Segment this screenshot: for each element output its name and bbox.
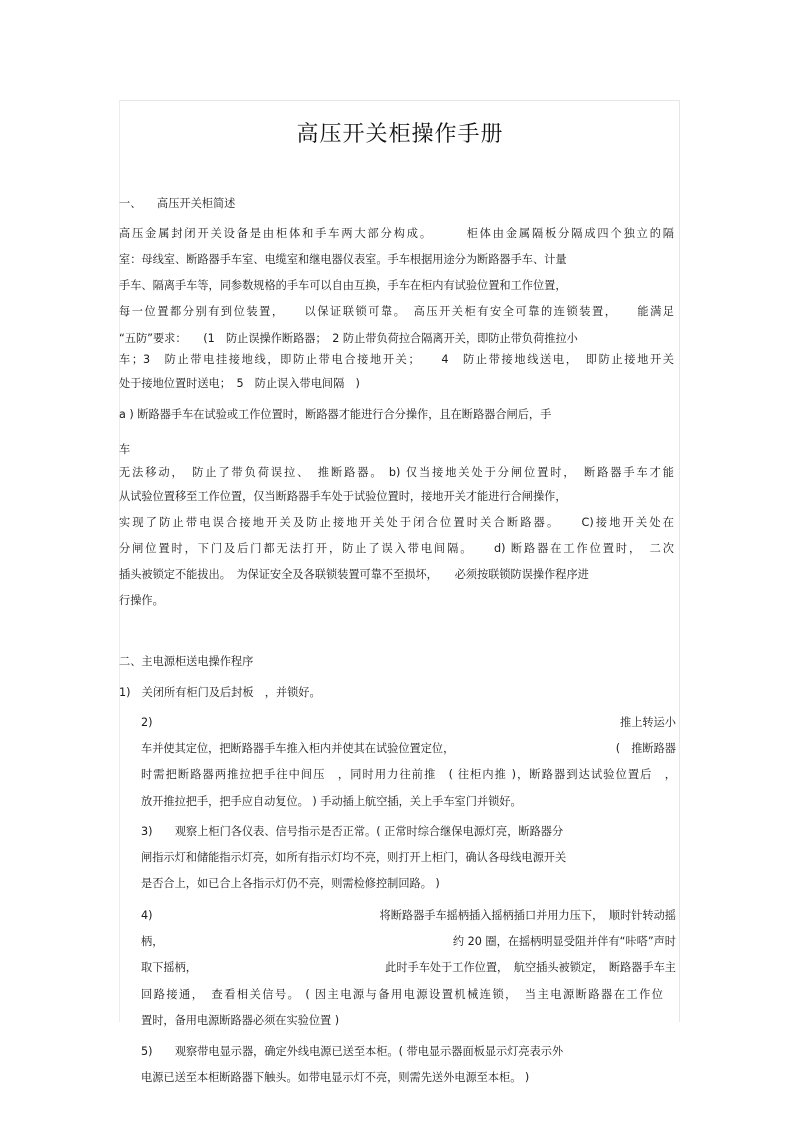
section1-line-5: “五防”要求： (1 防止误操作断路器； 2 防止带负荷拉合隔离开关，即防止带负荷推拉小 [119, 332, 578, 345]
section1-line-12: 实现了防止带电误合接地开关及防止接地开关处于闭合位置时关合断路器。 C)接地开关处在 [119, 516, 674, 529]
section1-line-11: 从试验位置移至工作位置，仅当断路器手车处于试验位置时，接地开关才能进行合闸操作， [119, 490, 567, 503]
step3-line3: 是否合上，如已合上各指示灯仍不亮，则需检修控制回路。 ) [141, 877, 440, 890]
step4-line5: 置时，备用电源断路器必须在实验位置 ) [141, 1014, 340, 1027]
section1-line-1: 高压金属封闭开关设备是由柜体和手车两大部分构成。 柜体由金属隔板分隔成四个独立的隔 [119, 227, 674, 240]
section1-line-15: 行操作。 [119, 594, 164, 607]
section1-line-7: 处于接地位置时送电； 5 防止误入带电间隔 ) [119, 377, 360, 390]
step4-line1-right: 将断路器手车摇柄插入摇柄插口并用力压下， 顺时针转动摇 [379, 909, 676, 922]
section1-line-8: a ) 断路器手车在试验或工作位置时，断路器才能进行合分操作，且在断路器合闸后，手 [119, 408, 552, 421]
step2-line1-right: 推上转运小 [620, 716, 676, 729]
step4-line3-left: 取下摇柄， [141, 961, 197, 974]
section1-line-14: 插头被锁定不能拔出。 为保证安全及各联锁装置可靠不至损坏， 必须按联锁防误操作程序进 [119, 568, 589, 581]
section1-line-4: 每一位置都分别有到位装置， 以保证联锁可靠。 高压开关柜有安全可靠的连锁装置， 能满足 [119, 305, 674, 318]
step2-line3: 时需把断路器两推拉把手往中间压 ，同时用力往前推 ( 往柜内推 )，断路器到达试验位置后 ， [141, 768, 676, 781]
section1-heading-number: 一、 [119, 197, 142, 210]
step5-line1: 5) 观察带电显示器，确定外线电源已送至本柜。( 带电显示器面板显示灯亮表示外 [141, 1045, 564, 1058]
step4-line2-right: 约 20 圈，在摇柄明显受阻并伴有“咔嗒”声时 [452, 935, 676, 948]
section1-line-9: 车 [119, 443, 131, 456]
step2-number: 2) [141, 716, 153, 729]
step2-line2-left: 车并使其定位，把断路器手车推入柜内并使其在试验位置定位， [141, 742, 455, 755]
document-title: 高压开关柜操作手册 [296, 122, 504, 147]
section2-step-1: 1) 关闭所有柜门及后封板 ，并锁好。 [119, 686, 321, 699]
step3-line1: 3) 观察上柜门各仪表、信号指示是否正常。( 正常时综合继保电源灯亮，断路器分 [141, 825, 564, 838]
section1-line-3: 手车、隔离手车等，同参数规格的手车可以自由互换，手车在柜内有试验位置和工作位置， [119, 279, 567, 292]
step4-line4: 回路接通， 查看相关信号。 ( 因主电源与备用电源设置机械连锁， 当主电源断路器在工作位 [141, 988, 663, 1001]
section1-line-2: 室：母线室、断路器手车室、电缆室和继电器仪表室。手车根据用途分为断路器手车、计量 [119, 253, 567, 266]
step2-line4: 放开推拉把手，把手应自动复位。 ) 手动插上航空插，关上手车室门并锁好。 [141, 795, 522, 808]
step4-line3-right: 此时手车处于工作位置， 航空插头被锁定， 断路器手车主 [385, 961, 676, 974]
section2-heading: 二、主电源柜送电操作程序 [119, 655, 254, 668]
step5-line2: 电源已送至本柜断路器下触头。如带电显示灯不亮，则需先送外电源至本柜。 ) [141, 1071, 530, 1084]
section1-line-13: 分闸位置时，下门及后门都无法打开，防止了误入带电间隔。 d) 断路器在工作位置时， 二次 [119, 542, 674, 555]
section1-line-10: 无法移动， 防止了带负荷误拉、 推断路器。 b) 仅当接地关处于分闸位置时， 断路器手车才能 [119, 466, 674, 479]
step4-line2-left: 柄， [141, 935, 164, 948]
step2-line2-right: ( 推断路器 [615, 742, 676, 755]
section1-heading: 高压开关柜简述 [157, 197, 236, 210]
section1-line-6: 车；3 防止带电挂接地线，即防止带电合接地开关； 4 防止带接地线送电， 即防止接地开关 [119, 353, 674, 366]
step4-number: 4) [141, 909, 153, 922]
step3-line2: 闸指示灯和储能指示灯亮，如所有指示灯均不亮，则打开上柜门，确认各母线电源开关 [141, 851, 567, 864]
